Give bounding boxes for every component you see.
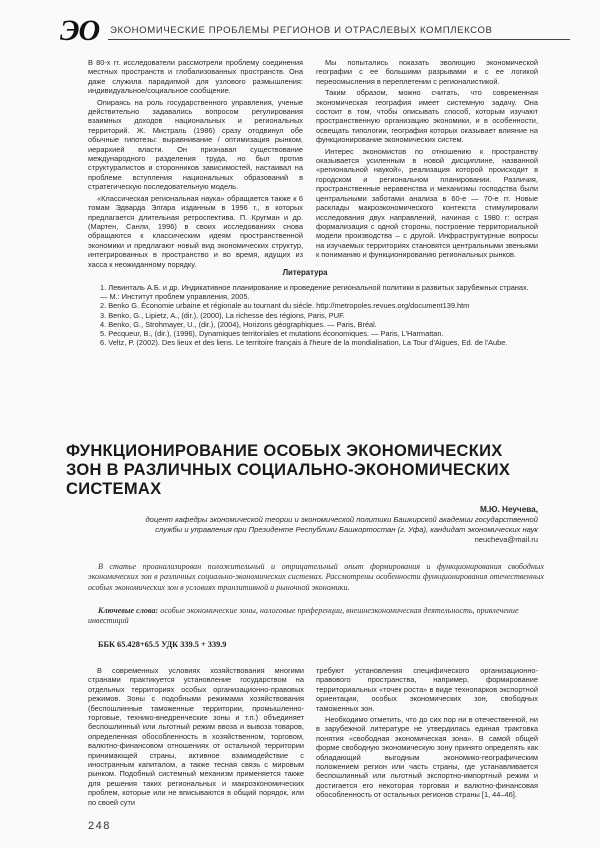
reference-item: 4. Benko, G., Strohmayer, U., (dir.), (2004), Horizons géographiques. — Paris, Bréal. (100, 319, 377, 329)
page-number: 248 (88, 820, 111, 832)
keywords-text: особые экономические зоны, налоговые преференции, внешнеэкономическая деятельность, привлечение инвестиций (88, 606, 519, 626)
abstract: В статье проанализирован положительный и отрицательный опыт формирования и функционирования свободных экономических зон в различных социально-экономических системах. Рассмотрены особенности функционирования отечественных особых экономических зон в условиях транзитивной и рыночной экономики. (88, 562, 544, 592)
reference-item: 5. Pecqueur, B., (dir.), (1996), Dynamiques territoriales et mutations économiques. — Paris, L'Harmattan. (100, 329, 444, 339)
classification-codes: ББК 65.428+65.5 УДК 339.5 + 339.9 (98, 640, 227, 649)
paragraph: В 80-х гг. исследователи рассмотрели проблему соединения местных пространств и глобализованных пространств. Она даже служила парадигмой для узлового размышления: индивидуальное/социальное сообщение. (88, 58, 303, 96)
article-title: ФУНКЦИОНИРОВАНИЕ ОСОБЫХ ЭКОНОМИЧЕСКИХ ЗОН В РАЗЛИЧНЫХ СОЦИАЛЬНО-ЭКОНОМИЧЕСКИХ СИСТЕМАХ (66, 442, 511, 498)
header-rule (108, 39, 570, 40)
author-email: neucheva@mail.ru (474, 535, 538, 544)
paragraph: Интерес экономистов по отношению к пространству оказывается усиленным в новой дисциплине, названной «региональной наукой», реализация которой происходит в городском и региональном планировании. Различия, пространственные неравенства и механизмы господства были центральными заботами анализа в 60-е — 70-е гг. Новые расклады макроэкономического контекста стимулировали исследования двух направлений, начиная с 1980 г: острая формализация с одной стороны, построение территориальной модели производства – с другой. Инфраструктурные вопросы на изучаемых территориях становятся центральными звеньями к пониманию и функционированию региональных рынков. (316, 146, 538, 260)
lower-right-column (316, 666, 538, 802)
paragraph: Мы попытались показать эволюцию экономической географии с ее большими разрывами и с ее логикой переосмысления в переплетении с регионалистикой. (316, 58, 538, 86)
reference-item: 3. Benko, G., Lipietz, A., (dir.), (2000), La richesse des régions, Paris, PUF. (100, 310, 345, 320)
author-name: М.Ю. Неучева, (479, 505, 538, 514)
upper-left-column (88, 58, 303, 271)
literature-heading: Литература (282, 268, 328, 277)
paragraph: «Классическая региональная наука» обращается также к 6 томам Эдварда Элгара изданным в 1996 г., в которых предлагается длительная ретроспектива. П. Кругман и др. (Мартен, Санли, 1996) в своих исследованиях снова обращаются к классическим идеям пространственной экономики и предлагают новый вид экономических структур, интегрированных в пространство и во время, идущих из хасса к неожиданному порядку. (88, 193, 303, 269)
upper-right-column (316, 58, 538, 262)
reference-item: 1. Левинталь А.Б. и др. Индикативное планирование и проведение региональной политики в развитых зарубежных странах. — М.: Институт проблем управления, 2005. (100, 283, 529, 302)
paragraph: Необходимо отметить, что до сих пор ни в отечественной, ни в зарубежной литературе не утвердилась единая трактовка понятия «свободная экономическая зона». В самой общей форме свободную экономическую зону принято определять как обладающий выгодным экономико-географическим положением регион или часть страны, где устанавливается беспошлинный или льготный экспортно-импортный режим и достигается его некоторая торговая и валютно-финансовая обособленность от остальных регионов страны [1, 44–46]. (316, 715, 538, 800)
paragraph: Таким образом, можно считать, что современная экономическая география имеет системную задачу. Она состоит в том, чтобы описывать способ, которым изучают пространственную организацию экономики, и в особенности, освещать типологии, география которых оказывает влияние на функционирование экономических систем. (316, 88, 538, 145)
paragraph: В современных условиях хозяйствования многими странами практикуется установление государством на отдельных территориях особых организационно-правовых режимов. Зоны с подобными режимами хозяйствования (беспошлинные таможенные территории, промышленно-торговые, технико-внедренческие зоны и т.п.) объединяет беспошлинный или льготный режим ввоза и вывоза товаров, определенная обособленность в хозяйственном, торговом, валютно-финансовом отношениях от остальной территории принимающей страны, активное взаимодействие с иностранным капиталом, а также тесная связь с мировым рынком. Подобный системный механизм применяется также для решения таких региональных и макроэкономических проблем, которые или не вписываются в общий порядок, или по своей сути (88, 666, 304, 807)
keywords-label: Ключевые слова: (98, 606, 159, 615)
reference-list (90, 283, 532, 347)
journal-logo: ЭО (60, 14, 100, 47)
keywords (88, 606, 544, 627)
author-block (118, 505, 538, 545)
reference-item: 2. Benko G. Économie urbaine et régionale au tournant du siècle. http://metropoles.revues.org/document139.htm (100, 301, 470, 311)
paragraph: Опираясь на роль государственного управления, ученые действительно задавались вопросом регулирования взаимных доходов национальных и региональных территорий. Ж. Мистраль (1986) сразу отодвинул обе обычные гипотезы: выравнивание / оптимизация рынком, иерархией власти. Он признавал существование международного разделения труда, но был против структуралистов и сторонников зависимостей, настаивал на проблеме вступления национальных образований в стратегическую последовательную модель. (88, 97, 303, 192)
reference-item: 6. Veltz, P. (2002). Des lieux et des liens. Le territoire français à l'heure de la mondialisation, La Tour d'Aigues, Ed. de l'Aube. (100, 338, 508, 348)
running-header (60, 14, 570, 47)
lower-left-column (88, 666, 304, 809)
running-title: ЭКОНОМИЧЕСКИЕ ПРОБЛЕМЫ РЕГИОНОВ И ОТРАСЛЕВЫХ КОМПЛЕКСОВ (110, 25, 493, 36)
author-affiliation: доцент кафедры экономической теории и экономической политики Башкирской академии государственной службы и управления при Президенте Республики Башкортостан (г. Уфа), кандидат экономических наук (145, 515, 538, 534)
paragraph: требуют установления специфического организационно-правового пространства, например, формирование территориальных «точек роста» в виде технопарков экспортной ориентации, особых экономических зон, свободных таможенных зон. (316, 666, 538, 713)
